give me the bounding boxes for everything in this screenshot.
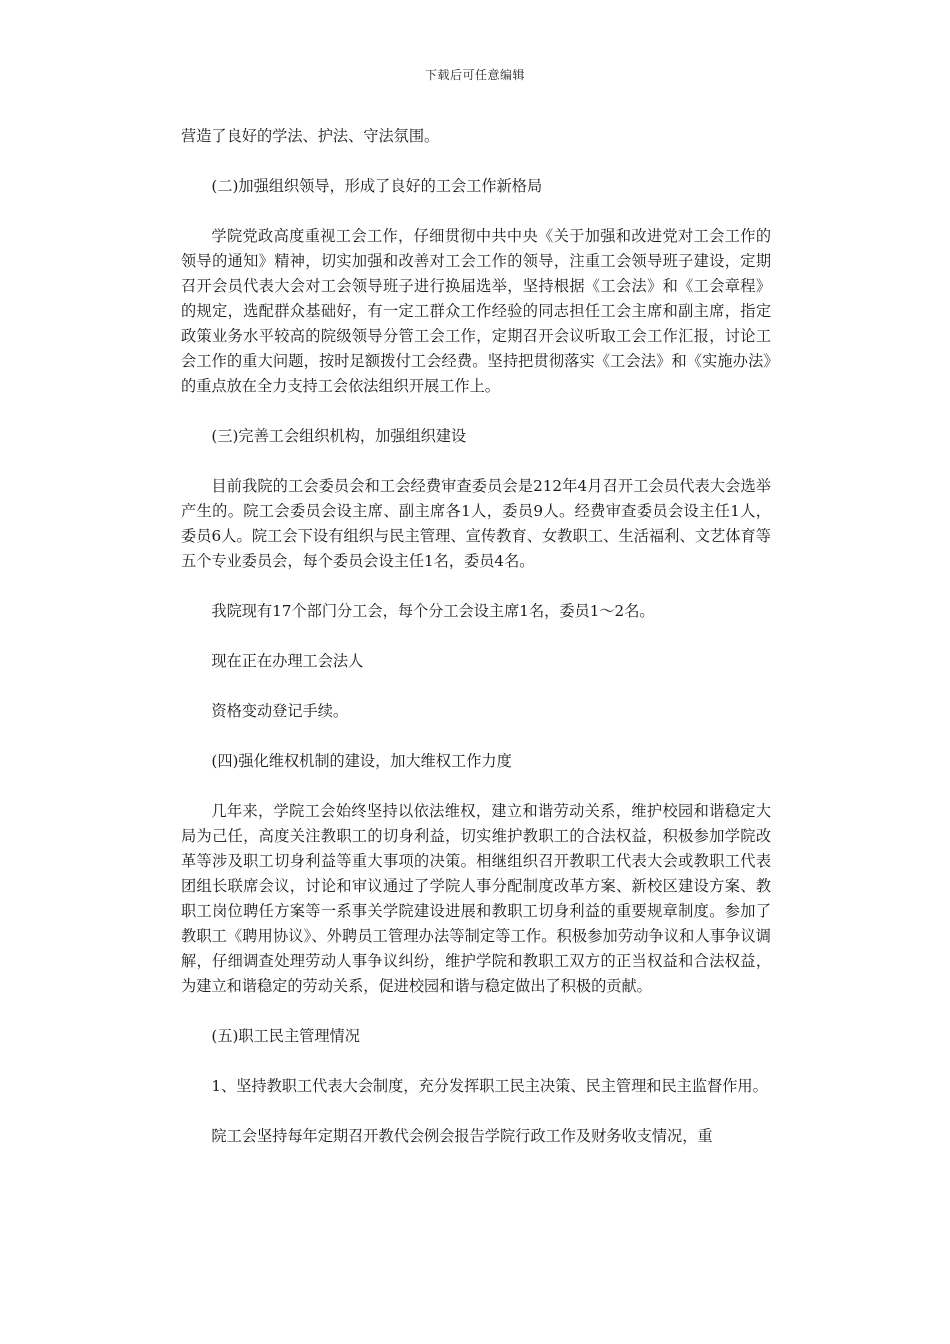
- paragraph-registration: 资格变动登记手续。: [211, 702, 349, 720]
- paragraph-branches: 我院现有17个部门分工会，每个分工会设主席1名，委员1～2名。: [211, 602, 655, 620]
- section-heading-3: (三)完善工会组织机构，加强组织建设: [211, 427, 467, 445]
- section-heading-4: (四)强化维权机制的建设，加大维权工作力度: [211, 752, 512, 770]
- paragraph-congress: 1、坚持教职工代表大会制度，充分发挥职工民主决策、民主管理和民主监督作用。: [211, 1077, 768, 1095]
- paragraph-rights: 几年来，学院工会始终坚持以依法维权，建立和谐劳动关系，维护校园和谐稳定大局为己任，高度关注教职工的切身利益，切实维护教职工的合法权益，积极参加学院改革等涉及职工切身利益等重大事项的决策。相继组织召开教职工代表大会或教职工代表团组长联席会议，讨论和审议通过了学院人事分配制度改革方案、新校区建设方案、教职工岗位聘任方案等一系事关学院建设进展和教职工切身利益的重要规章制度。参加了教职工《聘用协议》、外聘员工管理办法等制定等工作。积极参加劳动争议和人事争议调解，仔细调查处理劳动人事争议纠纷，维护学院和教职工双方的正当权益和合法权益，为建立和谐稳定的劳动关系，促进校园和谐与稳定做出了积极的贡献。: [181, 802, 771, 995]
- page-header-note: 下载后可任意编辑: [424, 68, 525, 82]
- document-body: [181, 124, 771, 1174]
- paragraph-organization: 目前我院的工会委员会和工会经费审查委员会是212年4月召开工会员代表大会选举产生的。院工会委员会设主席、副主席各1人，委员9人。经费审查委员会设主任1人，委员6人。院工会下设有组织与民主管理、宣传教育、女教职工、生活福利、文艺体育等五个专业委员会，每个委员会设主任1名，委员4名。: [181, 477, 771, 570]
- paragraph-legal-person: 现在正在办理工会法人: [211, 652, 364, 670]
- section-heading-5: (五)职工民主管理情况: [211, 1027, 360, 1045]
- paragraph-leadership: 学院党政高度重视工会工作，仔细贯彻中共中央《关于加强和改进党对工会工作的领导的通知》精神，切实加强和改善对工会工作的领导，注重工会领导班子建设，定期召开会员代表大会对工会领导班子进行换届选举，坚持根据《工会法》和《工会章程》的规定，选配群众基础好，有一定工群众工作经验的同志担任工会主席和副主席，指定政策业务水平较高的院级领导分管工会工作，定期召开会议听取工会工作汇报，讨论工会工作的重大问题，按时足额拨付工会经费。坚持把贯彻落实《工会法》和《实施办法》的重点放在全力支持工会依法组织开展工作上。: [181, 227, 771, 395]
- section-heading-2: (二)加强组织领导，形成了良好的工会工作新格局: [211, 177, 543, 195]
- paragraph-continuation: 营造了良好的学法、护法、守法氛围。: [181, 127, 440, 145]
- paragraph-annual-meeting: 院工会坚持每年定期召开教代会例会报告学院行政工作及财务收支情况，重: [211, 1127, 713, 1145]
